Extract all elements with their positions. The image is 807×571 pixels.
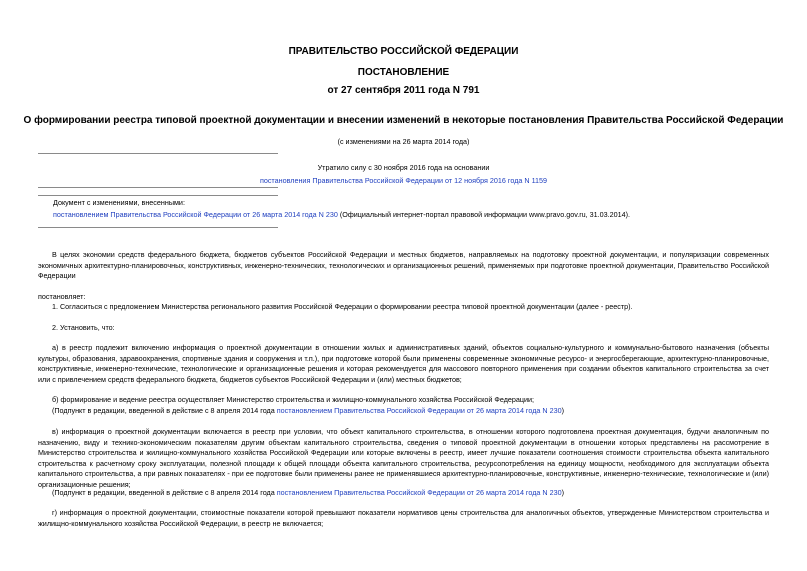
date-line: от 27 сентября 2011 года N 791 <box>327 85 480 96</box>
divider <box>38 227 278 228</box>
preamble: В целях экономии средств федерального бюджета, бюджетов субъектов Российской Федерации и местных бюджетов, направляемых на подготовку проектной документации, и популяризации современных экономичных архитектурно-планировочных, конструктивных, инженерно-технических, технологических и организационных решений, применяемых при подготовке проектной документации, Правительство Российской Федерации <box>38 250 769 281</box>
doc-type-heading: ПОСТАНОВЛЕНИЕ <box>357 67 450 78</box>
decree-word: постановляет: <box>38 292 86 301</box>
paragraph-2: 2. Установить, что: <box>52 323 115 332</box>
changes-label: Документ с изменениями, внесенными: <box>53 198 185 207</box>
document-title: О формировании реестра типовой проектной документации и внесении изменений в некоторые постановления Правительства Российской Федерации <box>23 115 784 126</box>
subparagraph-g: г) информация о проектной документации, стоимостные показатели которой превышают показатели нормативов цены строительства для аналогичных объектов, утвержденные Министерством строительства и жилищно-коммунального хозяйства Российской Федерации, в реестр не включается; <box>38 508 769 528</box>
repeal-status-link[interactable]: постановления Правительства Российской Федерации от 12 ноября 2016 года N 1159 <box>259 176 548 185</box>
subparagraph-b-note-link[interactable]: постановлением Правительства Российской Федерации от 26 марта 2014 года N 230 <box>276 406 562 415</box>
amendment-note: (с изменениями на 26 марта 2014 года) <box>337 137 470 146</box>
divider <box>38 195 278 196</box>
subparagraph-b-note: (Подпункт в редакции, введенной в действие с 8 апреля 2014 года постановлением Правительства Российской Федерации от 26 марта 2014 года N 230) <box>52 406 565 415</box>
repeal-status: Утратило силу с 30 ноября 2016 года на основании <box>317 163 490 172</box>
subparagraph-b: б) формирование и ведение реестра осуществляет Министерство строительства и жилищно-коммунального хозяйства Российской Федерации; <box>52 395 535 404</box>
changes-link[interactable]: постановлением Правительства Российской Федерации от 26 марта 2014 года N 230 <box>53 210 338 219</box>
subparagraph-a: а) в реестр подлежит включению информация о проектной документации в отношении жилых и административных зданий, объектов социально-культурного и коммунально-бытового назначения (объекты культуры, образования, здравоохранения, спортивные здания и сооружения и т.п.), при подготовке которой были применены современные экономичные ресурсо- и энергосберегающие, архитектурно-планировочные, конструктивные, инженерно-технические, технологические и организационные решения и которая рекомендуется для массового повторного применения при создании объектов капитального строительства за счет или с привлечением средств федерального бюджета, бюджетов субъектов Российской Федерации и (или) местных бюджетов; <box>38 343 769 384</box>
subparagraph-v: в) информация о проектной документации включается в реестр при условии, что объект капитального строительства, в отношении которого подготовлена проектная документация, будучи аналогичным по назначению, виду и технико-экономическим показателям другим объектам капитального строительства, сведения о типовой проектной документации в отношении которых представлены на рассмотрение в Министерство строительства и жилищно-коммунального хозяйства Российской Федерации или которые включены в реестр, имеет лучшие показатели соотношения стоимости строительства объекта капитального строительства к расчетному сроку эксплуатации, полезной площади к общей площади объекта капитального строительства, ресурсопотребления на единицу мощности, необходимого для эксплуатации объекта капитального строительства, а при равных показателях - при ее подготовке были применены ранее не применявшиеся архитектурно-планировочные, конструктивные, инженерно-технические, технологические и (или) организационные решения; <box>38 427 769 489</box>
paragraph-1: 1. Согласиться с предложением Министерства регионального развития Российской Федерации о формировании реестра типовой проектной документации (далее - реестр). <box>52 302 633 311</box>
divider <box>38 187 278 188</box>
government-heading: ПРАВИТЕЛЬСТВО РОССИЙСКОЙ ФЕДЕРАЦИИ <box>288 46 519 57</box>
subparagraph-v-note-link[interactable]: постановлением Правительства Российской Федерации от 26 марта 2014 года N 230 <box>276 488 562 497</box>
subparagraph-v-note: (Подпункт в редакции, введенной в действие с 8 апреля 2014 года постановлением Правительства Российской Федерации от 26 марта 2014 года N 230) <box>52 488 565 497</box>
divider <box>38 153 278 154</box>
changes-line <box>53 210 783 221</box>
changes-source: (Официальный интернет-портал правовой информации www.pravo.gov.ru, 31.03.2014). <box>337 210 631 219</box>
